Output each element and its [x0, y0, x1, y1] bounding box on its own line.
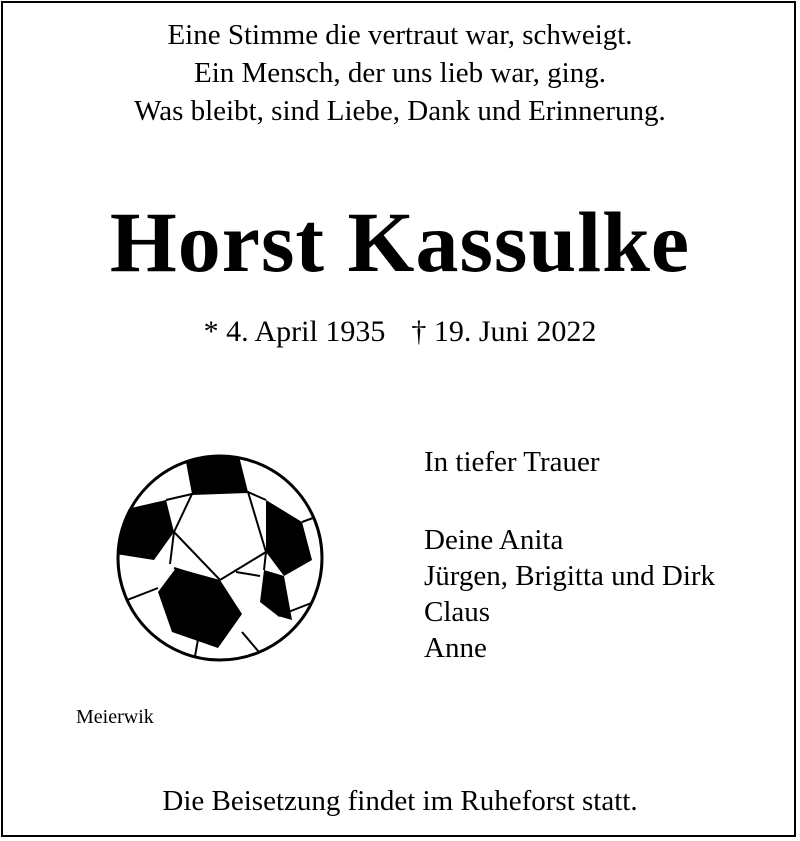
- deceased-name: Horst Kassulke: [109, 194, 691, 290]
- mourner-name: Anne: [424, 632, 487, 664]
- burial-note: Die Beisetzung findet im Ruheforst statt.: [162, 785, 638, 817]
- mourning-intro: In tiefer Trauer: [424, 446, 600, 478]
- memorial-poem: [0, 16, 800, 130]
- soccer-ball-icon: [114, 452, 326, 664]
- poem-line: Was bleibt, sind Liebe, Dank und Erinnerung.: [134, 95, 666, 127]
- mourner-name: Jürgen, Brigitta und Dirk: [424, 560, 716, 592]
- mourners-block: [424, 444, 715, 666]
- poem-line: Ein Mensch, der uns lieb war, ging.: [193, 57, 606, 89]
- death-date: † 19. Juni 2022: [411, 315, 597, 348]
- mourner-name: Deine Anita: [424, 524, 564, 556]
- poem-line: Eine Stimme die vertraut war, schweigt.: [167, 19, 633, 51]
- birth-date: * 4. April 1935: [203, 315, 386, 348]
- place-name: Meierwik: [76, 706, 154, 728]
- mourner-name: Claus: [424, 596, 491, 628]
- life-dates: [0, 312, 800, 352]
